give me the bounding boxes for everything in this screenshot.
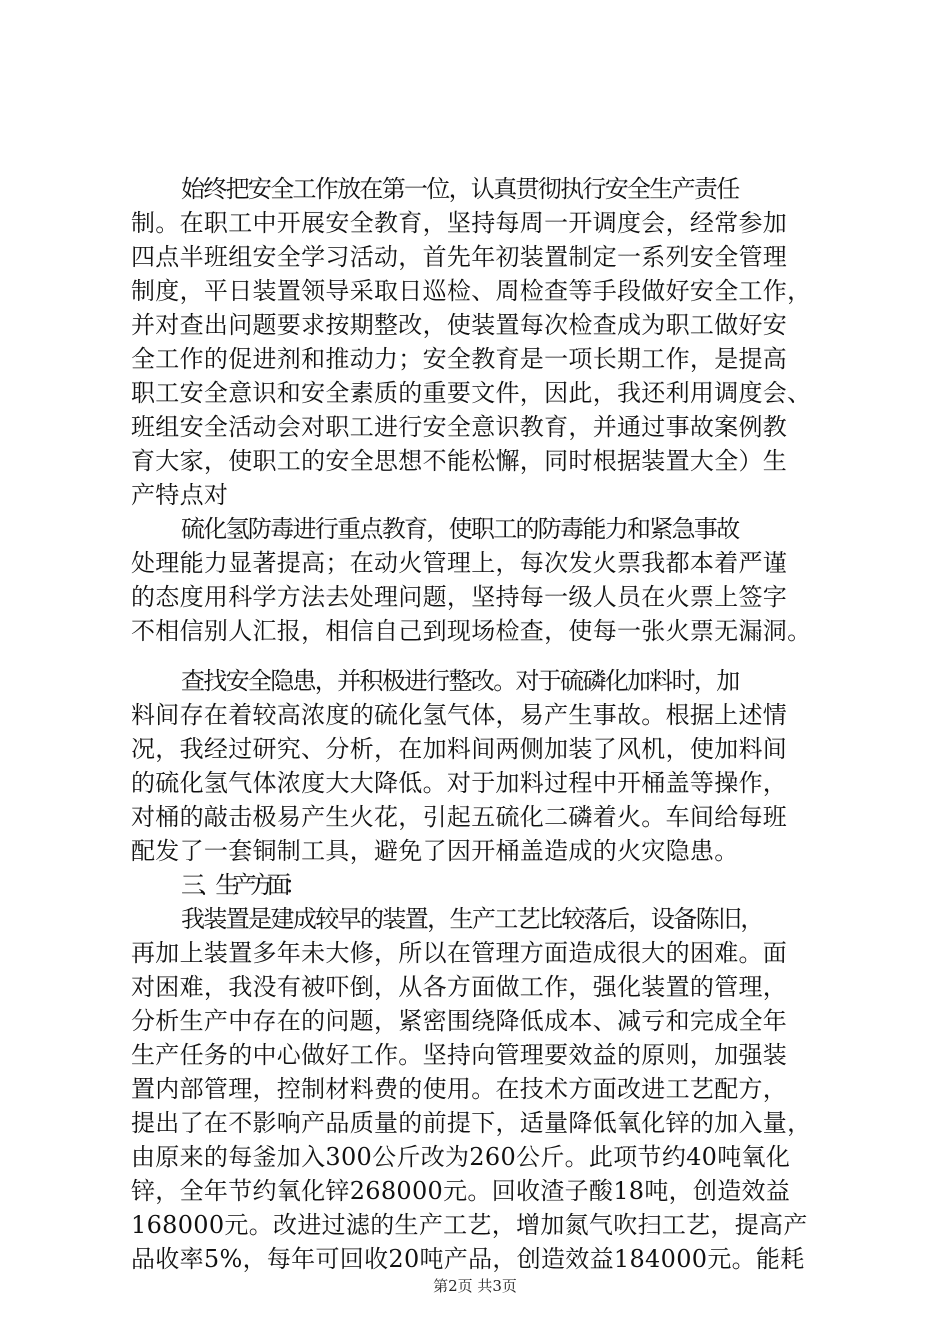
text-line: 配发了一套铜制工具，避免了因开桶盖造成的火灾隐患。 xyxy=(131,837,739,865)
text-line: 处理能力显著提高；在动火管理上，每次发火票我都本着严谨 xyxy=(131,549,788,577)
text-line: 再加上装置多年未大修，所以在管理方面造成很大的困难。面 xyxy=(131,939,788,967)
section-heading: 三、生产方面： xyxy=(181,871,302,899)
text-line: 提出了在不影响产品质量的前提下，适量降低氧化锌的加入量， xyxy=(131,1109,812,1137)
text-line: 的态度用科学方法去处理问题，坚持每一级人员在火票上签字 xyxy=(131,583,788,611)
text-line: 置内部管理，控制材料费的使用。在技术方面改进工艺配方， xyxy=(131,1075,788,1103)
text-line: 分析生产中存在的问题，紧密围绕降低成本、减亏和完成全年 xyxy=(131,1007,788,1035)
text-line: 职工安全意识和安全素质的重要文件，因此，我还利用调度会、 xyxy=(131,379,812,407)
text-line: 班组安全活动会对职工进行安全意识教育，并通过事故案例教 xyxy=(131,413,788,441)
text-line: 品收率5%，每年可回收20吨产品，创造效益184000元。能耗 xyxy=(131,1245,805,1273)
text-line: 四点半班组安全学习活动，首先年初装置制定一系列安全管理 xyxy=(131,243,788,271)
text-line: 不相信别人汇报，相信自己到现场检查，使每一张火票无漏洞。 xyxy=(131,617,812,645)
text-line: 况，我经过研究、分析，在加料间两侧加装了风机，使加料间 xyxy=(131,735,788,763)
text-line: 的硫化氢气体浓度大大降低。对于加料过程中开桶盖等操作， xyxy=(131,769,788,797)
text-line: 对桶的敲击极易产生火花，引起五硫化二磷着火。车间给每班 xyxy=(131,803,788,831)
text-line: 育大家，使职工的安全思想不能松懈，同时根据装置大全）生 xyxy=(131,447,788,475)
text-line: 产特点对 xyxy=(131,481,229,509)
text-line: 制度，平日装置领导采取日巡检、周检查等手段做好安全工作， xyxy=(131,277,812,305)
text-line: 并对查出问题要求按期整改，使装置每次检查成为职工做好安 xyxy=(131,311,788,339)
text-line: 料间存在着较高浓度的硫化氢气体，易产生事故。根据上述情 xyxy=(131,701,788,729)
page-number-footer: 第2页 共3页 xyxy=(433,1277,517,1295)
text-line: 168000元。改进过滤的生产工艺，增加氮气吹扫工艺，提高产 xyxy=(131,1211,808,1239)
text-line: 由原来的每釜加入300公斤改为260公斤。此项节约40吨氧化 xyxy=(131,1143,791,1171)
text-line: 我装置是建成较早的装置，生产工艺比较落后，设备陈旧， xyxy=(181,905,763,933)
text-line: 查找安全隐患，并积极进行整改。对于硫磷化加料时，加 xyxy=(181,667,739,695)
text-line: 全工作的促进剂和推动力；安全教育是一项长期工作，是提高 xyxy=(131,345,788,373)
text-line: 硫化氢防毒进行重点教育，使职工的防毒能力和紧急事故 xyxy=(181,515,739,543)
text-line: 制。在职工中开展安全教育，坚持每周一开调度会，经常参加 xyxy=(131,209,788,237)
text-line: 生产任务的中心做好工作。坚持向管理要效益的原则，加强装 xyxy=(131,1041,788,1069)
text-line: 对困难，我没有被吓倒，从各方面做工作，强化装置的管理， xyxy=(131,973,788,1001)
text-line: 始终把安全工作放在第一位，认真贯彻执行安全生产责任 xyxy=(181,175,739,203)
text-line: 锌，全年节约氧化锌268000元。回收渣子酸18吨，创造效益 xyxy=(131,1177,791,1205)
